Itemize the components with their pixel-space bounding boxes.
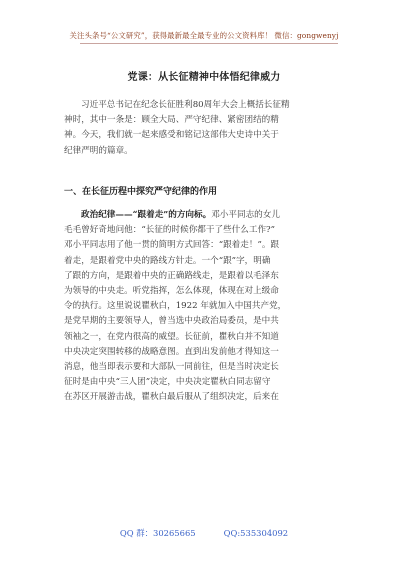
body-line: 是党早期的主要领导人，曾当选中央政治局委员，是中共 [64, 316, 279, 327]
body-lead-phrase: 政治纪律——“跟着走”的方向标。 [81, 210, 212, 220]
document-title: 党课：从长征精神中体悟纪律威力 [127, 72, 281, 83]
qq-number-text: QQ:535304092 [223, 528, 289, 538]
header-divider [80, 43, 338, 44]
body-line: 征时是由中央“三人团”决定，中央决定瞿秋白同志留守 [64, 377, 271, 388]
body-line: 为领导的中央走。听党指挥，怎么体现，体现在对上级命 [64, 286, 279, 297]
body-line: 在苏区开展游击战，瞿秋白最后服从了组织决定，后来在 [64, 392, 279, 403]
body-line: 了跟的方向，是跟着中央的正确路线走，是跟着以毛泽东 [64, 270, 279, 281]
footer-contact [0, 527, 408, 539]
body-line: 毛毛曾好奇地问他：“长征的时候你都干了些什么工作?” [64, 225, 276, 236]
body-line: 中央决定突围转移的战略意图。直到出发前他才得知这一 [64, 346, 279, 357]
body-line: 领袖之一，在党内很高的威望。长征前，瞿秋白并不知道 [64, 331, 279, 342]
intro-line: 习近平总书记在纪念长征胜利80周年大会上概括长征精 [81, 100, 290, 110]
body-line: 着走，是跟着党中央的路线方针走。一个“跟”字，明确 [64, 255, 271, 266]
intro-line: 神时，其中一条是：顾全大局、严守纪律、紧密团结的精 [64, 115, 279, 126]
intro-paragraph [64, 98, 344, 159]
body-line: 令的执行。这里说说瞿秋白，1922 年就加入中国共产党， [64, 301, 287, 312]
body-first-line-rest: 邓小平同志的女儿 [211, 210, 280, 220]
qq-group-text: QQ 群：30265665 [119, 528, 196, 538]
section-heading: 一、在长征历程中探究严守纪律的作用 [64, 187, 218, 197]
body-paragraph [64, 208, 344, 406]
intro-line: 神。今天，我们就一起来感受和铭记这部伟大史诗中关于 [64, 130, 279, 141]
intro-line: 纪律严明的篇章。 [64, 145, 133, 156]
body-line: 消息，他当即表示要和大部队一同前往，但是当时决定长 [64, 362, 279, 373]
body-first-line [64, 208, 344, 223]
body-line: 邓小平同志用了他一贯的简明方式回答：“跟着走！”。跟 [64, 240, 280, 251]
promo-header-text: 关注头条号“公文研究”，获得最新最全最专业的公文资料库！ 微信：gongwenyj [69, 31, 339, 40]
